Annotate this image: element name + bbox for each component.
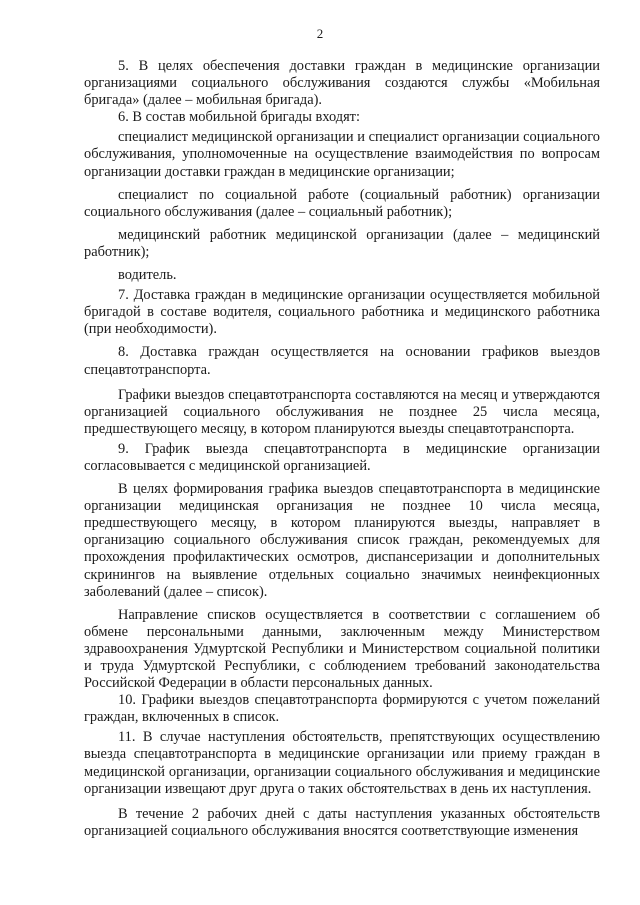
list-item-social-worker: специалист по социальной работе (социальный работник) организации социального обслуживания (далее – социальный работник); — [84, 186, 600, 220]
list-item-specialists: специалист медицинской организации и специалист организации социального обслуживания, уполномоченные на осуществление взаимодействия по вопросам организации доставки граждан в медицинские организации; — [84, 129, 600, 180]
paragraph-5: 5. В целях обеспечения доставки граждан в медицинские организации организациями социального обслуживания создаются службы «Мобильная бригада» (далее – мобильная бригада). — [84, 58, 600, 109]
list-item-medical-worker: медицинский работник медицинской организации (далее – медицинский работник); — [84, 226, 600, 260]
list-item-driver: водитель. — [118, 267, 177, 284]
paragraph-7: 7. Доставка граждан в медицинские организации осуществляется мобильной бригадой в составе водителя, социального работника и медицинского работника (при необходимости). — [84, 287, 600, 338]
paragraph-10: 10. Графики выездов спецавтотранспорта формируются с учетом пожеланий граждан, включенных в список. — [84, 692, 600, 726]
paragraph-list-formation: В целях формирования графика выездов спецавтотранспорта в медицинские организации медицинская организация не позднее 10 числа месяца, предшествующего месяцу, в котором планируются выезды, направляет в организацию социального обслуживания список граждан, рекомендуемых для прохождения профилактических осмотров, диспансеризации и дополнительных скринингов на выявление отдельных социально значимых неинфекционных заболеваний (далее – список). — [84, 481, 600, 600]
paragraph-data-exchange: Направление списков осуществляется в соответствии с соглашением об обмене персональными данными, заключенным между Министерством здравоохранения Удмуртской Республики и Министерством социальной политики и труда Удмуртской Республики, с соблюдением требований законодательства Российской Федерации в области персональных данных. — [84, 606, 600, 692]
paragraph-11: 11. В случае наступления обстоятельств, препятствующих осуществлению выезда спецавтотранспорта в медицинские организации или приему граждан в медицинской организации, организации социального обслуживания и медицинские организации извещают друг друга о таких обстоятельствах в день их наступления. — [84, 729, 600, 797]
paragraph-9: 9. График выезда спецавтотранспорта в медицинские организации согласовывается с медицинской организацией. — [84, 440, 600, 474]
paragraph-changes: В течение 2 рабочих дней с даты наступления указанных обстоятельств организацией социального обслуживания вносятся соответствующие изменения — [84, 805, 600, 839]
page-number: 2 — [316, 26, 324, 41]
document-body — [84, 58, 600, 840]
paragraph-schedules: Графики выездов спецавтотранспорта составляются на месяц и утверждаются организацией социального обслуживания не позднее 25 числа месяца, предшествующего месяцу, в котором планируются выезды спецавтотранспорта. — [84, 386, 600, 437]
paragraph-6: 6. В состав мобильной бригады входят: — [118, 109, 360, 126]
paragraph-8: 8. Доставка граждан осуществляется на основании графиков выездов спецавтотранспорта. — [84, 344, 600, 378]
